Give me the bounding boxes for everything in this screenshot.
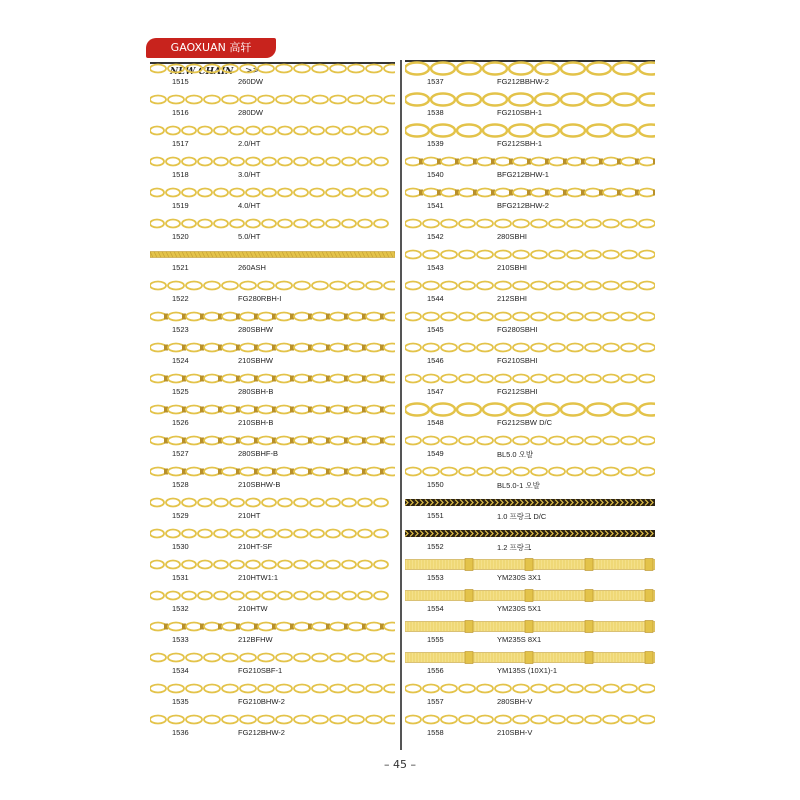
chain-image bbox=[150, 556, 395, 573]
item-number: 1556 bbox=[427, 666, 444, 675]
chain-item bbox=[150, 277, 395, 304]
chain-item bbox=[405, 246, 655, 273]
chain-image bbox=[150, 432, 395, 449]
chain-image bbox=[150, 494, 395, 511]
chain-item bbox=[405, 277, 655, 304]
item-code: 210HT bbox=[238, 511, 261, 520]
item-number: 1534 bbox=[172, 666, 189, 675]
chain-image bbox=[150, 649, 395, 666]
item-number: 1554 bbox=[427, 604, 444, 613]
item-code: 3.0/HT bbox=[238, 170, 261, 179]
item-code: FG212BBHW-2 bbox=[497, 77, 549, 86]
item-number: 1523 bbox=[172, 325, 189, 334]
chain-item bbox=[150, 122, 395, 149]
chain-item bbox=[405, 494, 655, 521]
chain-image bbox=[405, 339, 655, 356]
item-number: 1549 bbox=[427, 449, 444, 458]
chain-item bbox=[150, 711, 395, 738]
chain-image bbox=[405, 308, 655, 325]
item-number: 1547 bbox=[427, 387, 444, 396]
chain-image bbox=[150, 711, 395, 728]
item-code: 210SBHW bbox=[238, 356, 274, 365]
item-code: YM235S 8X1 bbox=[497, 635, 542, 644]
chain-item bbox=[405, 153, 655, 180]
chain-image bbox=[405, 432, 655, 449]
item-code: 280SBHW bbox=[238, 325, 274, 334]
chain-image bbox=[150, 680, 395, 697]
item-code: 212SBHI bbox=[497, 294, 528, 303]
chain-item bbox=[150, 618, 395, 645]
chain-item bbox=[405, 432, 655, 459]
item-code: 260ASH bbox=[238, 263, 266, 272]
chain-item bbox=[405, 308, 655, 335]
item-number: 1519 bbox=[172, 201, 189, 210]
item-code: 2.0/HT bbox=[238, 139, 261, 148]
chain-item bbox=[150, 463, 395, 490]
chain-image bbox=[405, 711, 655, 728]
item-number: 1522 bbox=[172, 294, 189, 303]
chain-image bbox=[405, 122, 655, 139]
item-code: FG210SBH-1 bbox=[497, 108, 543, 117]
item-number: 1521 bbox=[172, 263, 189, 272]
chain-item bbox=[150, 494, 395, 521]
item-number: 1526 bbox=[172, 418, 189, 427]
chain-image bbox=[150, 91, 395, 108]
item-number: 1520 bbox=[172, 232, 189, 241]
item-number: 1527 bbox=[172, 449, 189, 458]
item-code: 5.0/HT bbox=[238, 232, 261, 241]
chain-image bbox=[150, 122, 395, 139]
item-code: FG212SBW D/C bbox=[497, 418, 553, 427]
item-code: 210SBHI bbox=[497, 263, 528, 272]
chain-item bbox=[405, 525, 655, 552]
item-number: 1546 bbox=[427, 356, 444, 365]
chain-item bbox=[405, 401, 655, 428]
item-number: 1555 bbox=[427, 635, 444, 644]
chain-image bbox=[150, 401, 395, 418]
item-number: 1552 bbox=[427, 542, 444, 551]
item-code: 1.2 프랑크 bbox=[497, 543, 532, 552]
section-arrow: >> bbox=[245, 66, 261, 76]
item-number: 1551 bbox=[427, 511, 444, 520]
item-code: 260DW bbox=[238, 77, 264, 86]
chain-item bbox=[150, 215, 395, 242]
chain-image bbox=[150, 153, 395, 170]
chain-image bbox=[405, 401, 655, 418]
chain-image bbox=[405, 680, 655, 697]
item-number: 1557 bbox=[427, 697, 444, 706]
chain-item bbox=[150, 556, 395, 583]
item-number: 1531 bbox=[172, 573, 189, 582]
chain-item bbox=[150, 525, 395, 552]
chain-image bbox=[405, 587, 655, 604]
item-code: 210SBH-B bbox=[238, 418, 274, 427]
chain-image bbox=[150, 215, 395, 232]
item-number: 1543 bbox=[427, 263, 444, 272]
item-number: 1544 bbox=[427, 294, 444, 303]
chain-item bbox=[150, 153, 395, 180]
item-number: 1532 bbox=[172, 604, 189, 613]
chain-image bbox=[405, 556, 655, 573]
chain-image bbox=[405, 246, 655, 263]
chain-item bbox=[150, 432, 395, 459]
item-number: 1516 bbox=[172, 108, 189, 117]
item-number: 1539 bbox=[427, 139, 444, 148]
chain-image bbox=[150, 277, 395, 294]
chain-image bbox=[405, 91, 655, 108]
item-code: FG280RBH-I bbox=[238, 294, 282, 303]
item-number: 1528 bbox=[172, 480, 189, 489]
item-code: BFG212BHW-2 bbox=[497, 201, 549, 210]
chain-item bbox=[405, 680, 655, 707]
item-code: BL5.0 오발 bbox=[497, 450, 534, 459]
chain-image bbox=[405, 525, 655, 542]
item-number: 1550 bbox=[427, 480, 444, 489]
item-number: 1540 bbox=[427, 170, 444, 179]
item-number: 1525 bbox=[172, 387, 189, 396]
item-code: 210HTW bbox=[238, 604, 268, 613]
chain-image bbox=[150, 339, 395, 356]
item-number: 1524 bbox=[172, 356, 189, 365]
column-divider bbox=[400, 60, 402, 750]
item-code: 210HT-SF bbox=[238, 542, 273, 551]
chain-item bbox=[405, 60, 655, 87]
item-code: YM230S 3X1 bbox=[497, 573, 542, 582]
item-number: 1535 bbox=[172, 697, 189, 706]
chain-item bbox=[150, 680, 395, 707]
section-title: NEW CHAIN bbox=[170, 67, 234, 77]
item-number: 1518 bbox=[172, 170, 189, 179]
item-code: YM135S (10X1)-1 bbox=[497, 666, 558, 675]
chain-item bbox=[405, 184, 655, 211]
item-code: FG210SBHI bbox=[497, 356, 538, 365]
chain-item bbox=[405, 370, 655, 397]
item-code: 210SBH-V bbox=[497, 728, 533, 737]
chain-image bbox=[150, 525, 395, 542]
chain-image bbox=[405, 153, 655, 170]
chain-item bbox=[405, 556, 655, 583]
item-number: 1553 bbox=[427, 573, 444, 582]
chain-item bbox=[405, 618, 655, 645]
chain-image bbox=[150, 308, 395, 325]
item-code: FG210BHW-2 bbox=[238, 697, 285, 706]
chain-item bbox=[150, 184, 395, 211]
item-number: 1529 bbox=[172, 511, 189, 520]
chain-image bbox=[150, 246, 395, 263]
chain-item bbox=[405, 215, 655, 242]
item-code: 280SBH-B bbox=[238, 387, 274, 396]
item-code: YM230S 5X1 bbox=[497, 604, 542, 613]
chain-item bbox=[150, 91, 395, 118]
item-code: 212BFHW bbox=[238, 635, 273, 644]
item-number: 1548 bbox=[427, 418, 444, 427]
item-code: 4.0/HT bbox=[238, 201, 261, 210]
item-code: 1.0 프랑크 D/C bbox=[497, 512, 547, 521]
chain-item bbox=[150, 60, 395, 87]
chain-item bbox=[405, 711, 655, 738]
item-number: 1536 bbox=[172, 728, 189, 737]
item-code: 210SBHW-B bbox=[238, 480, 281, 489]
chain-item bbox=[150, 370, 395, 397]
chain-item bbox=[405, 463, 655, 490]
chain-image bbox=[405, 370, 655, 387]
item-code: 280DW bbox=[238, 108, 264, 117]
chain-item bbox=[405, 339, 655, 366]
chain-item bbox=[405, 587, 655, 614]
chain-image bbox=[405, 618, 655, 635]
chain-image bbox=[150, 60, 395, 77]
chain-item bbox=[150, 246, 395, 273]
page-number: – 45 – bbox=[384, 758, 416, 771]
chain-item bbox=[405, 91, 655, 118]
item-number: 1538 bbox=[427, 108, 444, 117]
chain-image bbox=[405, 277, 655, 294]
chain-image bbox=[405, 215, 655, 232]
brand-badge: GAOXUAN 高轩 bbox=[146, 38, 276, 58]
item-code: FG212SBH-1 bbox=[497, 139, 543, 148]
chain-image bbox=[405, 184, 655, 201]
item-code: 280SBHI bbox=[497, 232, 528, 241]
item-number: 1530 bbox=[172, 542, 189, 551]
chain-image bbox=[405, 60, 655, 77]
chain-image bbox=[405, 494, 655, 511]
chain-image bbox=[150, 618, 395, 635]
chain-image bbox=[150, 370, 395, 387]
chain-item bbox=[150, 308, 395, 335]
chain-item bbox=[150, 401, 395, 428]
item-number: 1517 bbox=[172, 139, 189, 148]
item-code: BFG212BHW-1 bbox=[497, 170, 549, 179]
chain-item bbox=[150, 649, 395, 676]
item-code: BL5.0-1 오발 bbox=[497, 481, 540, 490]
item-number: 1537 bbox=[427, 77, 444, 86]
chain-image bbox=[405, 649, 655, 666]
item-code: 210HTW1:1 bbox=[238, 573, 279, 582]
item-code: 280SBHF-B bbox=[238, 449, 279, 458]
item-number: 1515 bbox=[172, 77, 189, 86]
item-number: 1558 bbox=[427, 728, 444, 737]
chain-image bbox=[405, 463, 655, 480]
chain-item bbox=[405, 649, 655, 676]
item-code: FG280SBHI bbox=[497, 325, 538, 334]
item-code: FG210SBF-1 bbox=[238, 666, 283, 675]
chain-item bbox=[405, 122, 655, 149]
chain-image bbox=[150, 587, 395, 604]
item-number: 1541 bbox=[427, 201, 444, 210]
chain-image bbox=[150, 463, 395, 480]
chain-image bbox=[150, 184, 395, 201]
item-code: FG212SBHI bbox=[497, 387, 538, 396]
item-number: 1545 bbox=[427, 325, 444, 334]
chain-item bbox=[150, 587, 395, 614]
item-code: 280SBH-V bbox=[497, 697, 533, 706]
item-code: FG212BHW-2 bbox=[238, 728, 285, 737]
item-number: 1542 bbox=[427, 232, 444, 241]
chain-item bbox=[150, 339, 395, 366]
item-number: 1533 bbox=[172, 635, 189, 644]
